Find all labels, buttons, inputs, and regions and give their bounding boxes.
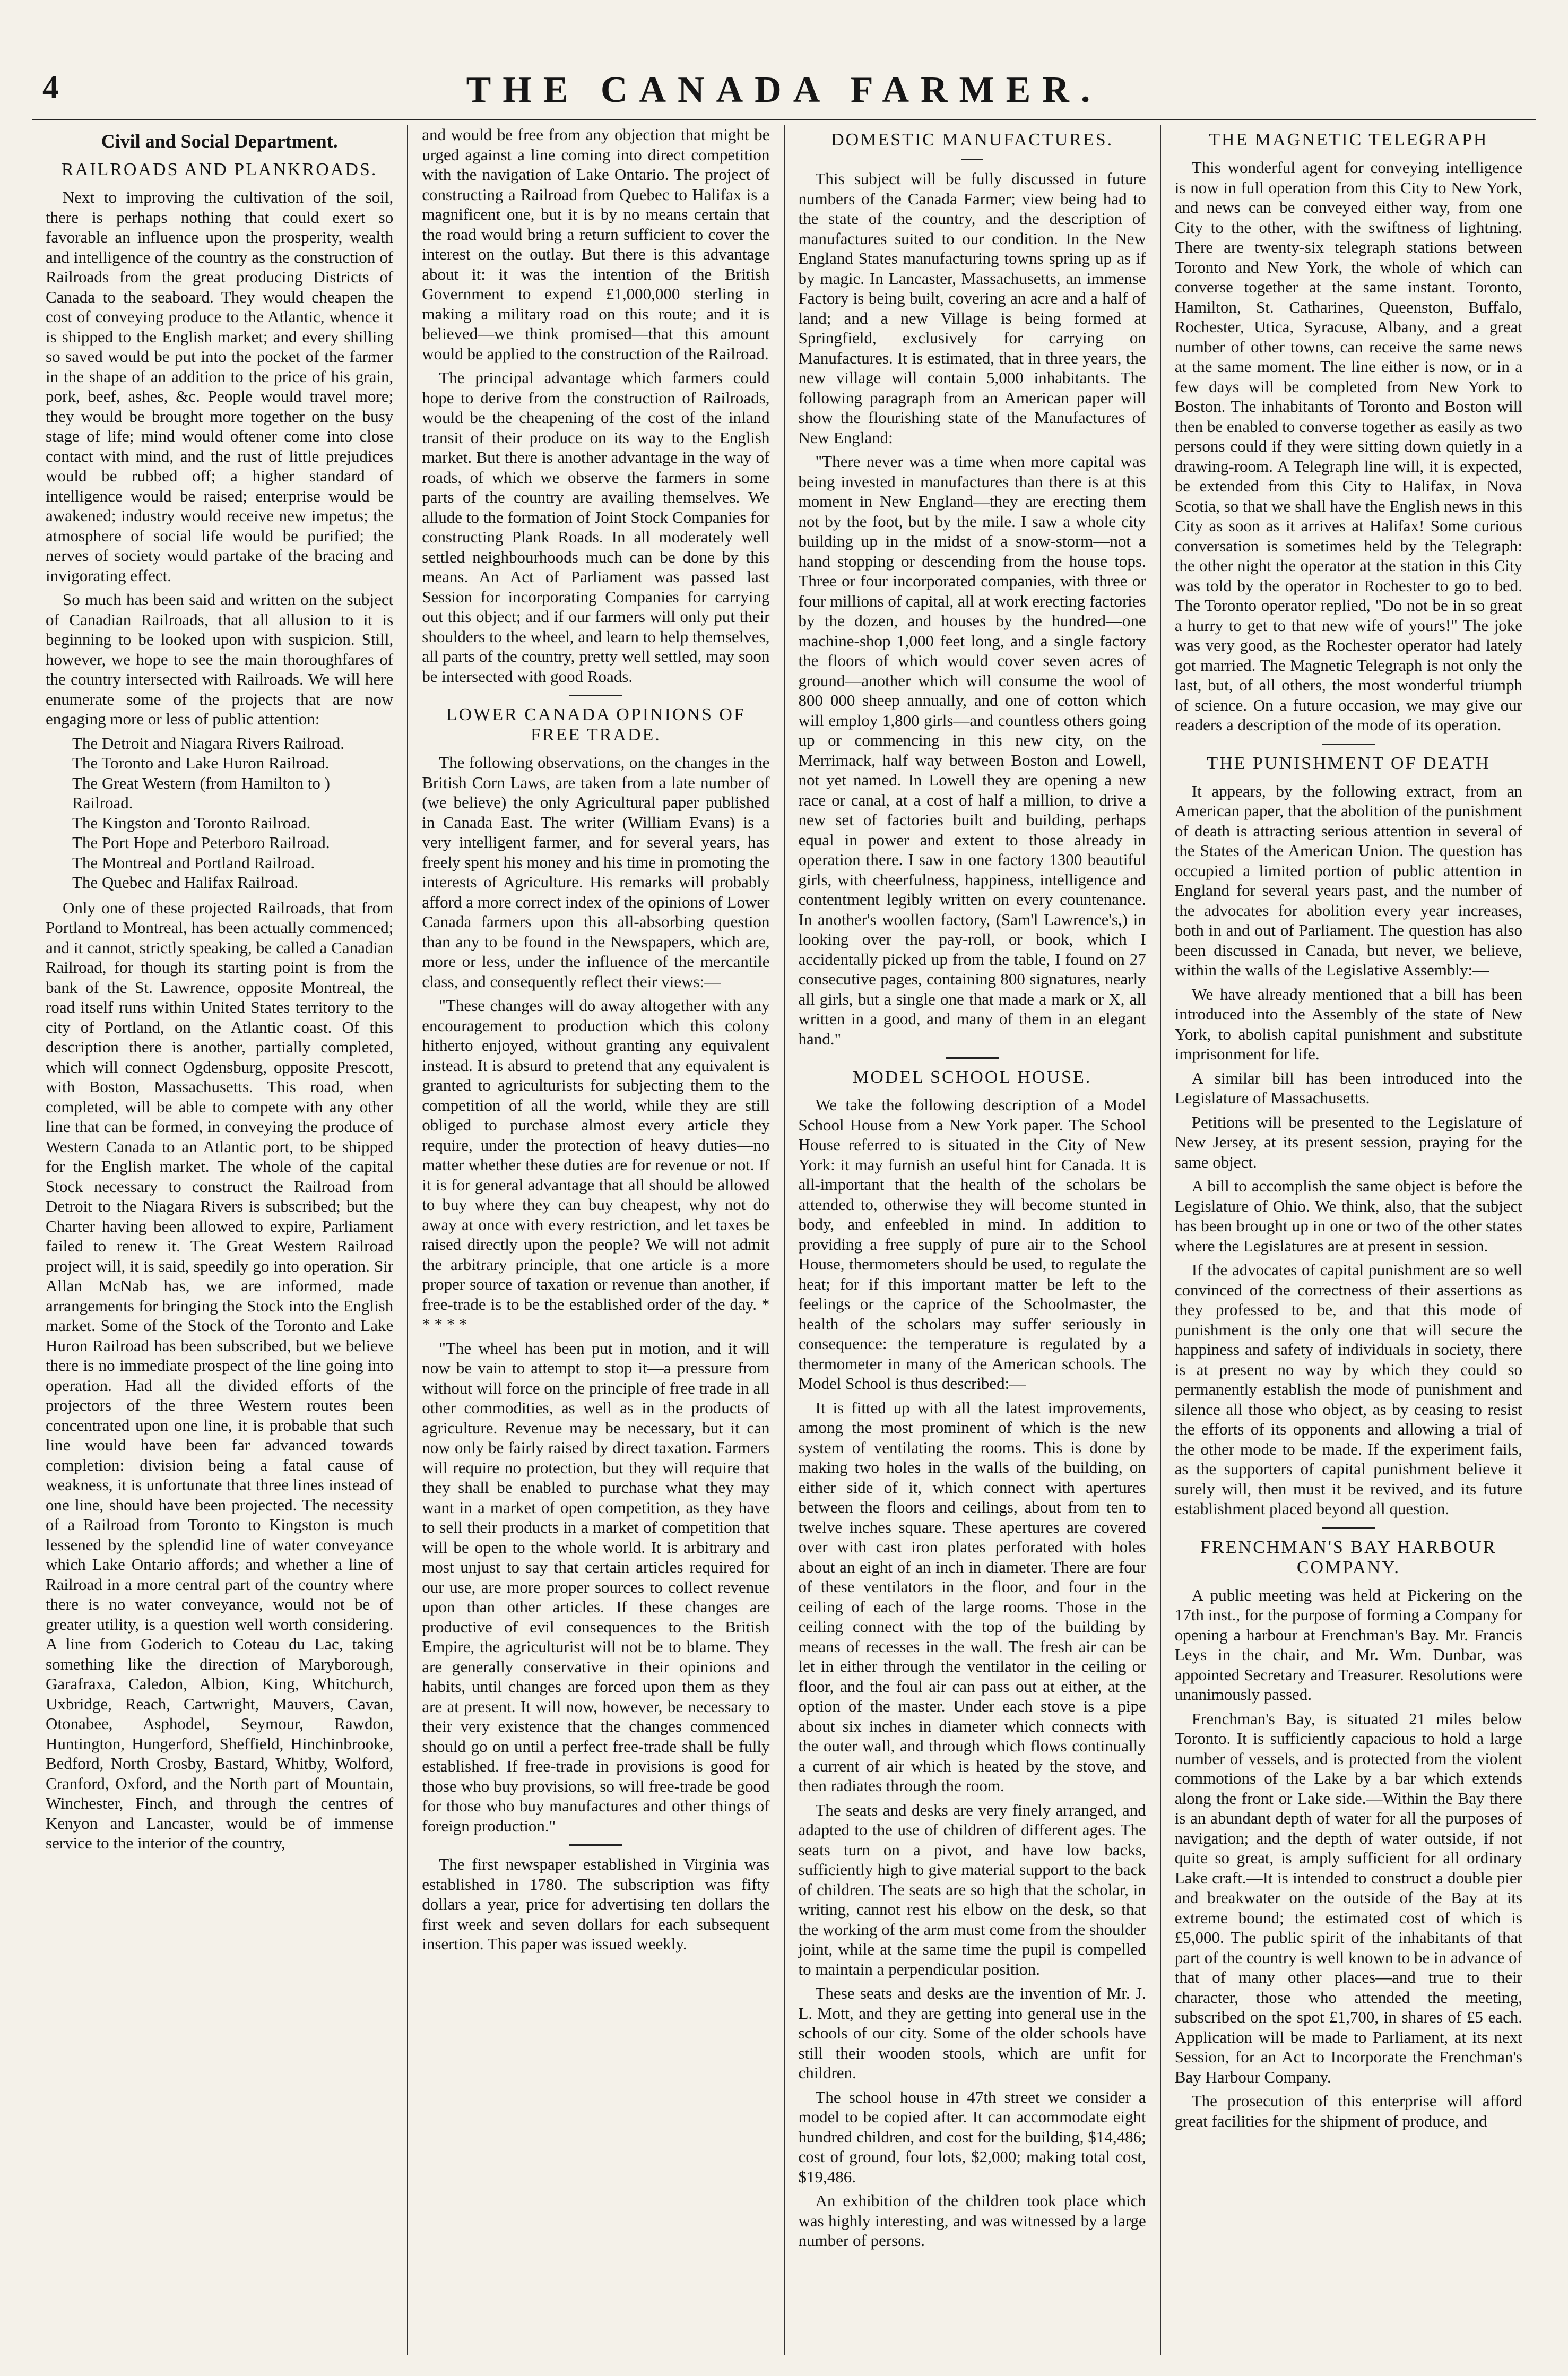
quoted-paragraph: An exhibition of the children took place which was highly interesting, and was witnessed by a large number of persons. (798, 2191, 1146, 2250)
masthead-rule (32, 118, 1536, 120)
article-paragraph: It appears, by the following extract, from an American paper, that the abolition of the punishment of death is attracting serious attention in several of the States of the American Union. The question has occupied a limited portion of public attention in England for several years past, and the number of the advocates for abolition every year increases, both in and out of Parliament. The question has also been discussed in Canada, but never, we believe, within the walls of the Legislative Assembly:— (1174, 781, 1522, 979)
column-3 (784, 125, 1160, 2355)
list-item: The Kingston and Toronto Railroad. (72, 813, 311, 832)
article-paragraph: Next to improving the cultivation of the soil, there is perhaps nothing that could exert so favorable an influence upon the prosperity, wealth and intelligence of the country as the construction of Railroads from the great producing Districts of Canada to the seaboard. They would cheapen the cost of conveying produce to the Atlantic, whence it is shipped to the English market; and every shilling so saved would be put into the pocket of the farmer in the shape of an addition to the price of his grain, pork, beef, ashes, &c. People would travel more; they would be brought more together on the busy stage of life; mind would oftener come into close contact with mind, and the rust of little prejudices would be rubbed off; a higher standard of intelligence would be raised; enterprise would be awakened; industry would receive new impetus; the atmosphere of social life would be purified; the nerves of society would partake of the bracing and invigorating effect. (46, 188, 394, 585)
quoted-paragraph: If the advocates of capital punishment are so well convinced of the correctness of their assertions as they professed to be, and that this mode of punishment is the only one that will secure the happiness and safety of individuals in society, there is at present no way by which they could so permanently establish the mode of punishment and silence all those who object, as by ceasing to resist the efforts of its opponents and allowing a trial of the other mode to be made. If the experiment fails, as the supporters of capital punishment believe it surely will, then must it be revived, and its future establishment placed beyond all question. (1174, 1260, 1522, 1518)
quoted-paragraph: It is fitted up with all the latest improvements, among the most prominent of which is the new system of ventilating the rooms. This is done by making two holes in the walls of the building, on either side of it, which connect with apertures between the floors and ceilings, about from ten to twelve inches square. These apertures are covered over with cast iron plates perforated with holes about an eight of an inch in diameter. There are four of these ventilators in the floor, and four in the ceiling of each of the large rooms. Those in the ceiling connect with the top of the building by means of recesses in the wall. The fresh air can be let in either through the ventilator in the ceiling or floor, and the foul air can pass out at either, at the option of the master. Under each stove is a pipe about six inches in diameter which connects with the outer wall, and through which flows continually a current of air which is heated by the stove, and then radiates through the room. (798, 1398, 1146, 1795)
quoted-paragraph: The seats and desks are very finely arranged, and adapted to the use of children of different ages. The seats turn on a pivot, and have low backs, sufficiently high to give material support to the back of children. The seats are so high that the scholar, in writing, cannot rest his elbow on the desk, so that the working of the arm must come from the shoulder joint, while at the same time the pupil is compelled to maintain a perpendicular position. (798, 1800, 1146, 1978)
quoted-paragraph: A similar bill has been introduced into the Legislature of Massachusetts. (1174, 1068, 1522, 1107)
article-heading-domestic: DOMESTIC MANUFACTURES. (831, 130, 1114, 150)
article-paragraph: This wonderful agent for conveying intelligence is now in full operation from this City to New York, and news can be conveyed either way, from one City to the other, with the swiftness of lightning. There are twenty-six telegraph stations between Toronto and New York, the whole of which can converse together at the same instant. Toronto, Hamilton, St. Catharines, Queenston, Buffalo, Rochester, Utica, Syracuse, Albany, and a great number of other towns, can receive the same news at the same moment. The line either is now, or in a few days will be completed from New York to Boston. The inhabitants of Toronto and Boston will then be enabled to converse together as easily as two persons could if they were sitting down quietly in a drawing-room. A Telegraph line will, it is expected, be extended from this City to Halifax, in Nova Scotia, so that we shall have the English news in this City as soon as it arrives at Halifax! Some curious conversation is sometimes held by the Telegraph: the other night the operator at the station in this City was told by the operator in Rochester to go to bed. The Toronto operator replied, "Do not be in so great a hurry to get to that new wife of yours!" The joke was very good, as the Rochester operator had lately got married. The Magnetic Telegraph is not only the last, but, of all others, the most wonderful triumph of science. On a future occasion, we may give our readers a description of the mode of its operation. (1174, 158, 1522, 734)
newspaper-title: THE CANADA FARMER. (466, 70, 1102, 110)
list-item: The Detroit and Niagara Rivers Railroad. (72, 733, 345, 753)
quoted-paragraph: The school house in 47th street we consider a model to be copied after. It can accommodate eight hundred children, and cost for the building, $14,486; cost of ground, four lots, $2,000; making total cost, $19,486. (798, 2087, 1146, 2186)
separator-rule (569, 1844, 622, 1846)
department-heading: Civil and Social Department. (101, 131, 338, 152)
list-item: The Montreal and Portland Railroad. (72, 853, 315, 872)
separator-rule (569, 695, 622, 696)
quoted-paragraph: "The wheel has been put in motion, and it will now be vain to attempt to stop it—a pressure from without will force on the principle of free trade in all other commodities, as well as in the products of agriculture. Revenue may be necessary, but it can now only be fairly raised by direct taxation. Farmers will require no protection, but they will require that they shall be enabled to purchase what they may want in a market of open competition, as they have to sell their products in a market of competition that will be open to the whole world. It is arbitrary and most unjust to say that certain articles required for our use, are more proper sources to collect revenue upon than other articles. If these changes are productive of evil consequences to the British Empire, the agriculturist will not be to blame. They are generally conservative in their opinions and habits, until changes are forced upon them as they are at present. It will now, however, be necessary to their very existence that the changes commenced should go on until a perfect free-trade shall be fully established. If free-trade in provisions is good for those who buy provisions, so will free-trade be good for those who buy manufactures and other things of foreign production." (422, 1338, 770, 1835)
page-number: 4 (42, 70, 59, 106)
separator-rule (1322, 1527, 1375, 1529)
article-paragraph: The principal advantage which farmers could hope to derive from the construction of Railroads, would be the cheapening of the cost of the inland transit of their produce on its way to the English market. But there is another advantage in the way of roads, of which we observe the farmers in some parts of the country are availing themselves. We allude to the formation of Joint Stock Companies for constructing Plank Roads. In all moderately well settled neighbourhoods much can be done by this means. An Act of Parliament was passed last Session for incorporating Companies for carrying out this object; and if our farmers will only put their shoulders to the wheel, and learn to help themselves, all parts of the country, pretty well settled, may soon be intersected with good Roads. (422, 368, 770, 686)
list-item: The Quebec and Halifax Railroad. (72, 873, 299, 892)
article-paragraph: So much has been said and written on the subject of Canadian Railroads, that all allusion to it is beginning to be looked upon with suspicion. Still, however, we hope to see the main thoroughfares of the country intersected with Railroads. We will here enumerate some of the projects that are now engaging more or less of public attention: (46, 590, 394, 728)
article-paragraph: Frenchman's Bay, is situated 21 miles below Toronto. It is sufficiently capacious to hold a large number of vessels, and is protected from the violent commotions of the Lake by a bar which extends along the front or Lake side.—Within the Bay there is an abundant depth of water for all the purposes of navigation; and the depth of water outside, if not quite so great, is amply sufficient for all ordinary Lake craft.—It is intended to construct a double pier and breakwater on the outside of the Bay at its extreme bound; the estimated cost of which is £5,000. The public spirit of the inhabitants of that part of the country is well known to be in advance of that of many other places—and true to their character, those who attended the meeting, subscribed on the spot £1,700, in shares of £5 each. Application will be made to Parliament, at its next Session, for an Act to Incorporate the Frenchman's Bay Harbour Company. (1174, 1709, 1522, 2086)
quoted-paragraph: "These changes will do away altogether with any encouragement to production which this colony hitherto enjoyed, without granting any equivalent instead. It is absurd to pretend that any equivalent is granted to agriculturists for subjecting them to the competition of all the world, while they are still obliged to purchase almost every article they require, under the protection of heavy duties—no matter whether these duties are for revenue or not. If it is for general advantage that all should be allowed to buy where they can buy cheapest, why not do away at once with every restriction, and let taxes be raised directly upon the people? We will not admit the arbitrary principle, that one article is a more proper source of taxation or revenue than another, if free-trade is to be the established order of the day. * * * * * (422, 996, 770, 1333)
article-heading-telegraph: THE MAGNETIC TELEGRAPH (1209, 130, 1488, 150)
quoted-paragraph: We have already mentioned that a bill has been introduced into the Assembly of the state of New York, to abolish capital punishment and substitute imprisonment for life. (1174, 984, 1522, 1063)
article-paragraph: The prosecution of this enterprise will afford great facilities for the shipment of produce, and (1174, 2092, 1522, 2130)
separator-rule (946, 1057, 999, 1059)
article-heading-free-trade: LOWER CANADA OPINIONS OF FREE TRADE. (446, 705, 746, 745)
article-heading-punishment: THE PUNISHMENT OF DEATH (1207, 753, 1491, 773)
article-heading-railroads: RAILROADS AND PLANKROADS. (61, 160, 378, 179)
masthead (32, 69, 1536, 111)
separator-rule (961, 159, 983, 160)
article-paragraph: A public meeting was held at Pickering on the 17th inst., for the purpose of forming a Company for opening a harbour at Frenchman's Bay. Mr. Francis Leys in the chair, and Mr. Wm. Dunbar, was appointed Secretary and Treasurer. Resolutions were unanimously passed. (1174, 1585, 1522, 1704)
article-paragraph: This subject will be fully discussed in future numbers of the Canada Farmer; view being had to the state of the country, and the description of manufactures suited to our condition. In the New England States manufacturing towns spring up as if by magic. In Lancaster, Massachusetts, an immense Factory is being built, covering an acre and a half of land; and a new Village is being formed at Springfield, exclusively for carrying on Manufactures. It is estimated, that in three years, the new village will contain 5,000 inhabitants. The following paragraph from an American paper will show the flourishing state of the Manufactures of New England: (798, 169, 1146, 447)
list-item: The Great Western (from Hamilton to ) Railroad. (72, 773, 330, 812)
quoted-paragraph: These seats and desks are the invention of Mr. J. L. Mott, and they are getting into general use in the schools of our city. Some of the older schools have still their wooden stools, which are unfit for children. (798, 1984, 1146, 2082)
article-paragraph: We take the following description of a Model School House from a New York paper. The School House referred to is situated in the City of New York: it may furnish an useful hint for Canada. It is all-important that the health of the scholars be attended to, otherwise they will become stunted in body, and enfeebled in mind. In addition to providing a free supply of pure air to the School House, thermometers should be used, to regulate the heat; for if this important matter be left to the feelings or the caprice of the Schoolmaster, the health of the scholars may suffer seriously in consequence: the temperature is regulated by a thermometer in many of the American schools. The Model School is thus described:— (798, 1095, 1146, 1393)
article-paragraph: The first newspaper established in Virginia was established in 1780. The subscription was fifty dollars a year, price for advertising ten dollars the first week and seven dollars for each subsequent insertion. This paper was issued weekly. (422, 1855, 770, 1953)
article-heading-school: MODEL SCHOOL HOUSE. (853, 1067, 1092, 1087)
quoted-paragraph: A bill to accomplish the same object is before the Legislature of Ohio. We think, also, that the subject has been brought up in one or two of the other states where the Legislatures are at present in session. (1174, 1177, 1522, 1255)
list-item: The Port Hope and Peterboro Railroad. (72, 833, 330, 852)
column-2 (407, 125, 783, 2355)
article-paragraph: The following observations, on the changes in the British Corn Laws, are taken from a late number of (we believe) the only Agricultural paper published in Canada East. The writer (William Evans) is a very intelligent farmer, and for several years, has freely spent his money and his time in promoting the interests of Agriculture. His remarks will probably afford a more correct index of the opinions of Lower Canada farmers upon this all-absorbing question than any to be found in the Newspapers, which are, more or less, under the influence of the mercantile class, and consequently reflect their views:— (422, 753, 770, 991)
article-paragraph: and would be free from any objection that might be urged against a line coming into direct competition with the navigation of Lake Ontario. The project of constructing a Railroad from Quebec to Halifax is a magnificent one, but it is by no means certain that the road would bring a return sufficient to cover the interest on the outlay. But there is this advantage about it: it was the intention of the British Government to expend £1,000,000 sterling in making a military road on this route; and it is believed—we think promised—that this amount would be applied to the construction of the Railroad. (422, 125, 770, 363)
article-paragraph: Only one of these projected Railroads, that from Portland to Montreal, has been actually commenced; and it cannot, strictly speaking, be called a Canadian Railroad, for though its starting point is from the bank of the St. Lawrence, opposite Montreal, the road itself runs within United States territory to the city of Portland, on the Atlantic coast. Of this description there is another, partially completed, which will connect Ogdensburg, opposite Prescott, with Boston, Massachusetts. This road, when completed, will be able to compete with any other line that can be formed, in conveying the produce of Western Canada to an Atlantic port, to be shipped for the English market. The whole of the capital Stock necessary to construct the Railroad from Detroit to the Niagara Rivers is subscribed; but the Charter having been allowed to expire, Parliament failed to renew it. The Great Western Railroad project will, it is said, speedily go into operation. Sir Allan McNab has, we are informed, made arrangements for bringing the Stock into the English market. Some of the Stock of the Toronto and Lake Huron Railroad has been subscribed, but we believe there is no immediate prospect of the line going into operation. Had all the divided efforts of the projectors of the three Western routes been concentrated upon one line, it is probable that such line would have been far advanced towards completion: division being a fatal cause of weakness, it is unfortunate that three lines instead of one line, should have been projected. The necessity of a Railroad from Toronto to Kingston is much lessened by the splendid line of water conveyance which Lake Ontario affords; and whether a line of Railroad in a more central part of the country where there is no water conveyance, would not be of greater utility, is a question well worth considering. A line from Goderich to Coteau du Lac, taking something like the direction of Maryborough, Garafraxa, Caledon, Albion, King, Whitchurch, Uxbridge, Reach, Cartwright, Mauvers, Cavan, Otonabee, Asphodel, Seymour, Rawdon, Huntington, Hungerford, Sheffield, Hinchinbrooke, Bedford, North Crosby, Bastard, Whitby, Wolford, Cranford, Oxford, and the North part of Mountain, Winchester, Finch, and through the centres of Kenyon and Lancaster, would be of immense service to the interior of the country, (46, 898, 394, 1852)
column-1 (32, 125, 407, 2355)
quoted-paragraph: "There never was a time when more capital was being invested in manufactures than there is at this moment in New England—they are erecting them not by the foot, but by the mile. I saw a whole city building up in the midst of a snow-storm—not a hand stopping or descending from the house tops. Three or four incorporated companies, with three or four millions of capital, all at work erecting factories by the dozen, and houses by the hundred—one machine-shop 1,000 feet long, and a single factory the floors of which would cover seven acres of ground—another which will consume the wool of 800 000 sheep annually, and one of cotton which will employ 1,800 girls—and countless others going up or commencing in this new city, on the Merrimack, half way between Boston and Lowell, not yet named. In Lowell they are opening a new race or canal, at a cost of half a million, to drive a new set of factories built and building, perhaps equal in power and extent to those already in operation there. I saw in one factory 1300 beautiful girls, with cheerfulness, happiness, intelligence and contentment legibly written on every countenance. In another's woollen factory, (Sam'l Lawrence's,) in looking over the pay-roll, or book, which I accidentally picked up from the table, I found on 27 consecutive pages, containing 800 signatures, nearly all girls, but a single one that made a mark or X, all written in a good, and many of them in an elegant hand." (798, 452, 1146, 1048)
quoted-paragraph: Petitions will be presented to the Legislature of New Jersey, at its present session, praying for the same object. (1174, 1112, 1522, 1171)
railroad-list (46, 733, 393, 893)
columns (32, 125, 1536, 2355)
list-item: The Toronto and Lake Huron Railroad. (72, 754, 330, 772)
article-heading-frenchman: FRENCHMAN'S BAY HARBOUR COMPANY. (1200, 1537, 1497, 1577)
column-4 (1160, 125, 1536, 2355)
separator-rule (1322, 744, 1375, 745)
